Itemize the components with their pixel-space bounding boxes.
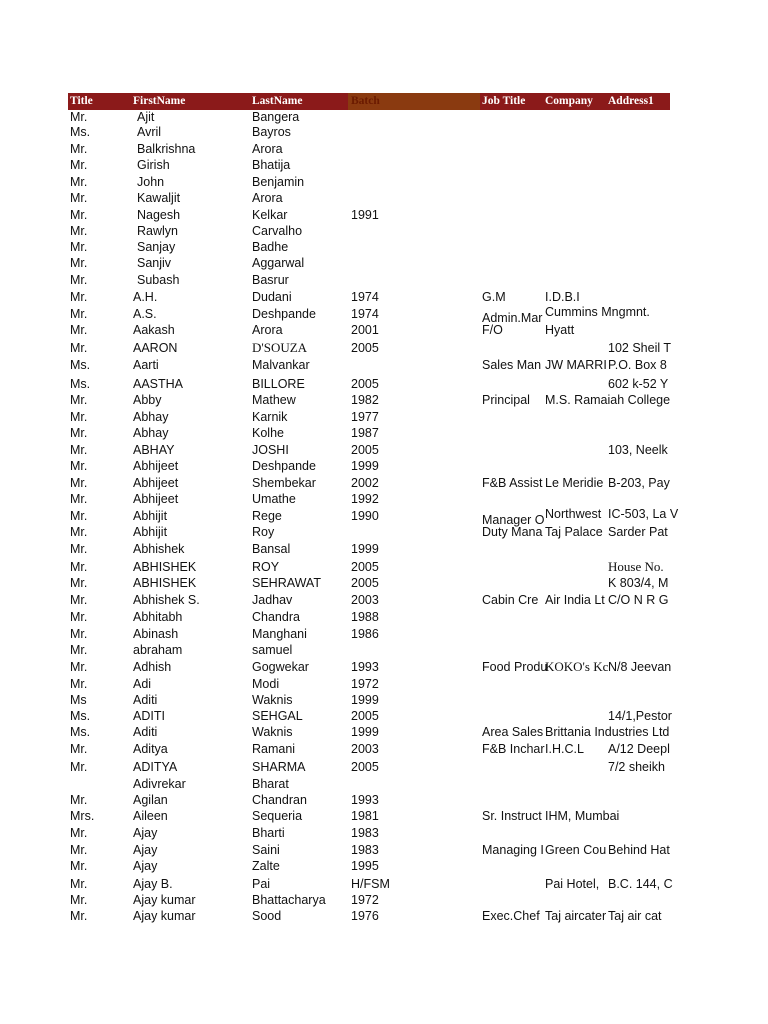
cell-last[interactable]: Bayros bbox=[252, 125, 291, 139]
table-row[interactable] bbox=[0, 491, 768, 507]
cell-address[interactable]: 103, Neelk bbox=[608, 443, 668, 457]
cell-first[interactable]: Ajay bbox=[133, 843, 158, 857]
header-job-title[interactable]: Job Title bbox=[482, 95, 526, 107]
table-row[interactable] bbox=[0, 892, 768, 908]
cell-job[interactable]: Duty Mana bbox=[482, 525, 543, 539]
cell-title[interactable]: Mr. bbox=[70, 426, 88, 440]
cell-first[interactable]: John bbox=[137, 175, 165, 189]
cell-address[interactable]: N/8 Jeevan bbox=[608, 660, 672, 674]
cell-last[interactable]: Ramani bbox=[252, 742, 296, 756]
cell-company[interactable]: Green Cou bbox=[545, 843, 607, 857]
cell-company[interactable]: Taj Palace bbox=[545, 525, 603, 539]
table-row[interactable] bbox=[0, 792, 768, 808]
cell-company[interactable]: M.S. Ramaiah College bbox=[545, 393, 671, 407]
cell-last[interactable]: Arora bbox=[252, 142, 283, 156]
cell-title[interactable]: Mr. bbox=[70, 760, 88, 774]
cell-title[interactable]: Ms. bbox=[70, 725, 91, 739]
table-row[interactable] bbox=[0, 626, 768, 642]
table-row[interactable] bbox=[0, 908, 768, 924]
table-row[interactable] bbox=[0, 559, 768, 575]
cell-last[interactable]: Sood bbox=[252, 909, 282, 923]
cell-job[interactable]: Food Produ bbox=[482, 660, 548, 674]
cell-job[interactable]: F&B Inchar bbox=[482, 742, 545, 756]
cell-first[interactable]: Abhishek S. bbox=[133, 593, 200, 607]
cell-batch[interactable]: 1999 bbox=[351, 693, 379, 707]
cell-company[interactable]: Cummins Mngmnt. bbox=[545, 305, 650, 319]
cell-last[interactable]: Badhe bbox=[252, 240, 289, 254]
cell-title[interactable]: Mr. bbox=[70, 410, 88, 424]
header-title[interactable]: Title bbox=[70, 95, 93, 107]
cell-first[interactable]: Aditi bbox=[133, 725, 158, 739]
cell-address[interactable]: 14/1,Pestor bbox=[608, 709, 672, 723]
cell-last[interactable]: Chandra bbox=[252, 610, 300, 624]
header-address1[interactable]: Address1 bbox=[608, 95, 654, 107]
cell-first[interactable]: Abhitabh bbox=[133, 610, 183, 624]
cell-last[interactable]: Deshpande bbox=[252, 307, 316, 321]
cell-first[interactable]: Abhijeet bbox=[133, 459, 179, 473]
cell-last[interactable]: Umathe bbox=[252, 492, 296, 506]
cell-title[interactable]: Ms. bbox=[70, 358, 91, 372]
cell-last[interactable]: Waknis bbox=[252, 725, 293, 739]
cell-batch[interactable]: 1988 bbox=[351, 610, 379, 624]
cell-first[interactable]: Ajay kumar bbox=[133, 909, 196, 923]
table-row[interactable] bbox=[0, 507, 768, 527]
table-row[interactable] bbox=[0, 475, 768, 491]
cell-title[interactable]: Mr. bbox=[70, 273, 88, 287]
cell-company[interactable]: Northwest bbox=[545, 507, 602, 521]
cell-title[interactable]: Mr. bbox=[70, 256, 88, 270]
cell-first[interactable]: Aditi bbox=[133, 693, 158, 707]
cell-batch[interactable]: 1986 bbox=[351, 627, 379, 641]
table-row[interactable] bbox=[0, 124, 768, 140]
cell-first[interactable]: A.H. bbox=[133, 290, 158, 304]
cell-batch[interactable]: 1999 bbox=[351, 542, 379, 556]
cell-job[interactable]: Cabin Cre bbox=[482, 593, 539, 607]
cell-batch[interactable]: 1991 bbox=[351, 208, 379, 222]
cell-last[interactable]: Aggarwal bbox=[252, 256, 305, 270]
cell-first[interactable]: Nagesh bbox=[137, 208, 181, 222]
cell-first[interactable]: Kawaljit bbox=[137, 191, 181, 205]
cell-last[interactable]: Basrur bbox=[252, 273, 289, 287]
cell-batch[interactable]: 2005 bbox=[351, 560, 379, 574]
header-firstname[interactable]: FirstName bbox=[133, 95, 186, 107]
cell-batch[interactable]: 1977 bbox=[351, 410, 379, 424]
cell-title[interactable]: Mr. bbox=[70, 509, 88, 523]
cell-batch[interactable]: 2005 bbox=[351, 576, 379, 590]
cell-title[interactable]: Mr. bbox=[70, 307, 88, 321]
cell-title[interactable]: Mr. bbox=[70, 677, 88, 691]
cell-first[interactable]: Abhishek bbox=[133, 542, 185, 556]
cell-batch[interactable]: 1972 bbox=[351, 677, 379, 691]
cell-job[interactable]: Exec.Chef bbox=[482, 909, 540, 923]
cell-title[interactable]: Mr. bbox=[70, 859, 88, 873]
cell-company[interactable]: JW MARRI bbox=[545, 358, 607, 372]
cell-first[interactable]: Abhijeet bbox=[133, 492, 179, 506]
cell-last[interactable]: SHARMA bbox=[252, 760, 306, 774]
cell-last[interactable]: Mathew bbox=[252, 393, 296, 407]
cell-last[interactable]: Chandran bbox=[252, 793, 307, 807]
cell-job[interactable]: G.M bbox=[482, 290, 506, 304]
table-row[interactable] bbox=[0, 340, 768, 356]
cell-job[interactable]: Area Sales bbox=[482, 725, 544, 739]
cell-title[interactable]: Mr. bbox=[70, 459, 88, 473]
cell-address[interactable]: K 803/4, M bbox=[608, 576, 669, 590]
table-row[interactable] bbox=[0, 157, 768, 173]
table-row[interactable] bbox=[0, 239, 768, 255]
cell-address[interactable]: 602 k-52 Y bbox=[608, 377, 669, 391]
cell-batch[interactable]: 1974 bbox=[351, 290, 379, 304]
cell-address[interactable]: 7/2 sheikh bbox=[608, 760, 665, 774]
cell-title[interactable]: Mr. bbox=[70, 593, 88, 607]
table-row[interactable] bbox=[0, 776, 768, 792]
table-row[interactable] bbox=[0, 141, 768, 157]
cell-job[interactable]: F/O bbox=[482, 323, 503, 337]
cell-company[interactable]: KOKO's Kc bbox=[545, 659, 609, 674]
cell-address[interactable]: Behind Hat bbox=[608, 843, 670, 857]
cell-last[interactable]: D'SOUZA bbox=[252, 340, 308, 355]
cell-batch[interactable]: 1993 bbox=[351, 793, 379, 807]
table-row[interactable] bbox=[0, 376, 768, 392]
cell-last[interactable]: Benjamin bbox=[252, 175, 305, 189]
cell-company[interactable]: I.D.B.I bbox=[545, 290, 580, 304]
table-row[interactable] bbox=[0, 207, 768, 223]
cell-first[interactable]: Subash bbox=[137, 273, 180, 287]
cell-last[interactable]: Carvalho bbox=[252, 224, 303, 238]
cell-last[interactable]: Malvankar bbox=[252, 358, 310, 372]
cell-first[interactable]: Avril bbox=[137, 125, 162, 139]
cell-batch[interactable]: 2005 bbox=[351, 709, 379, 723]
cell-batch[interactable]: 2005 bbox=[351, 377, 379, 391]
cell-title[interactable]: Mr. bbox=[70, 877, 88, 891]
cell-last[interactable]: Karnik bbox=[252, 410, 288, 424]
cell-job[interactable]: Principal bbox=[482, 393, 530, 407]
table-row[interactable] bbox=[0, 322, 768, 338]
cell-first[interactable]: AASTHA bbox=[133, 377, 184, 391]
cell-title[interactable]: Ms. bbox=[70, 709, 91, 723]
cell-last[interactable]: Rege bbox=[252, 509, 282, 523]
table-row[interactable] bbox=[0, 109, 768, 125]
cell-last[interactable]: Saini bbox=[252, 843, 280, 857]
table-row[interactable] bbox=[0, 524, 768, 540]
cell-title[interactable]: Mr. bbox=[70, 443, 88, 457]
table-row[interactable] bbox=[0, 541, 768, 557]
cell-company[interactable]: I.H.C.L bbox=[545, 742, 584, 756]
table-row[interactable] bbox=[0, 425, 768, 441]
header-company[interactable]: Company bbox=[545, 95, 593, 107]
cell-title[interactable]: Mr. bbox=[70, 110, 88, 124]
cell-batch[interactable]: 2002 bbox=[351, 476, 379, 490]
cell-company[interactable]: Brittania Industries Ltd bbox=[545, 725, 670, 739]
cell-title[interactable]: Mr. bbox=[70, 240, 88, 254]
cell-batch[interactable]: 1995 bbox=[351, 859, 379, 873]
cell-title[interactable]: Mr. bbox=[70, 610, 88, 624]
cell-last[interactable]: Manghani bbox=[252, 627, 307, 641]
table-row[interactable] bbox=[0, 223, 768, 239]
cell-last[interactable]: Bangera bbox=[252, 110, 300, 124]
cell-address[interactable]: P.O. Box 8 bbox=[608, 358, 667, 372]
cell-title[interactable]: Mr. bbox=[70, 576, 88, 590]
cell-last[interactable]: samuel bbox=[252, 643, 293, 657]
cell-last[interactable]: JOSHI bbox=[252, 443, 289, 457]
cell-job[interactable]: Admin.Mar bbox=[482, 311, 543, 325]
cell-batch[interactable]: 2005 bbox=[351, 760, 379, 774]
table-row[interactable] bbox=[0, 808, 768, 824]
header-batch[interactable]: Batch bbox=[351, 95, 380, 107]
cell-title[interactable]: Mr. bbox=[70, 191, 88, 205]
cell-batch[interactable]: 1976 bbox=[351, 909, 379, 923]
table-row[interactable] bbox=[0, 289, 768, 305]
cell-batch[interactable]: 1983 bbox=[351, 826, 379, 840]
table-row[interactable] bbox=[0, 255, 768, 271]
cell-company[interactable]: IHM, Mumbai bbox=[545, 809, 620, 823]
cell-last[interactable]: Arora bbox=[252, 191, 283, 205]
header-lastname[interactable]: LastName bbox=[252, 95, 303, 107]
table-row[interactable] bbox=[0, 676, 768, 692]
cell-batch[interactable]: 2005 bbox=[351, 443, 379, 457]
table-row[interactable] bbox=[0, 190, 768, 206]
cell-address[interactable]: B-203, Pay bbox=[608, 476, 670, 490]
cell-first[interactable]: Sanjiv bbox=[137, 256, 172, 270]
cell-first[interactable]: Abhijit bbox=[133, 509, 168, 523]
cell-last[interactable]: Bharti bbox=[252, 826, 285, 840]
cell-job[interactable]: F&B Assist bbox=[482, 476, 543, 490]
cell-last[interactable]: Gogwekar bbox=[252, 660, 309, 674]
cell-title[interactable]: Mr. bbox=[70, 793, 88, 807]
cell-first[interactable]: Abinash bbox=[133, 627, 179, 641]
cell-batch[interactable]: 1999 bbox=[351, 725, 379, 739]
cell-last[interactable]: Sequeria bbox=[252, 809, 303, 823]
cell-first[interactable]: Abhijit bbox=[133, 525, 168, 539]
cell-company[interactable]: Pai Hotel, bbox=[545, 877, 600, 891]
table-row[interactable] bbox=[0, 305, 768, 325]
cell-last[interactable]: Jadhav bbox=[252, 593, 293, 607]
cell-last[interactable]: Bhattacharya bbox=[252, 893, 326, 907]
table-row[interactable] bbox=[0, 659, 768, 675]
cell-job[interactable]: Sr. Instruct bbox=[482, 809, 542, 823]
cell-first[interactable]: Abby bbox=[133, 393, 162, 407]
table-row[interactable] bbox=[0, 842, 768, 858]
table-row[interactable] bbox=[0, 392, 768, 408]
cell-title[interactable]: Mr. bbox=[70, 893, 88, 907]
cell-title[interactable]: Mr. bbox=[70, 826, 88, 840]
cell-title[interactable]: Mr. bbox=[70, 627, 88, 641]
cell-last[interactable]: Kolhe bbox=[252, 426, 284, 440]
cell-batch[interactable]: 1999 bbox=[351, 459, 379, 473]
cell-title[interactable]: Mr. bbox=[70, 643, 88, 657]
cell-last[interactable]: Deshpande bbox=[252, 459, 316, 473]
table-row[interactable] bbox=[0, 609, 768, 625]
cell-last[interactable]: Bhatija bbox=[252, 158, 291, 172]
cell-first[interactable]: Aarti bbox=[133, 358, 159, 372]
cell-batch[interactable]: H/FSM bbox=[351, 877, 390, 891]
cell-title[interactable]: Ms. bbox=[70, 377, 91, 391]
cell-title[interactable]: Mrs. bbox=[70, 809, 95, 823]
cell-last[interactable]: SEHGAL bbox=[252, 709, 303, 723]
cell-first[interactable]: Rawlyn bbox=[137, 224, 178, 238]
cell-first[interactable]: Girish bbox=[137, 158, 170, 172]
cell-batch[interactable]: 2003 bbox=[351, 593, 379, 607]
cell-batch[interactable]: 1992 bbox=[351, 492, 379, 506]
cell-first[interactable]: Ajay bbox=[133, 859, 158, 873]
cell-title[interactable]: Mr. bbox=[70, 224, 88, 238]
cell-batch[interactable]: 1993 bbox=[351, 660, 379, 674]
cell-first[interactable]: Sanjay bbox=[137, 240, 176, 254]
cell-title[interactable]: Mr. bbox=[70, 476, 88, 490]
cell-last[interactable]: Bansal bbox=[252, 542, 291, 556]
cell-title[interactable]: Mr. bbox=[70, 525, 88, 539]
cell-first[interactable]: Ajay kumar bbox=[133, 893, 196, 907]
cell-address[interactable]: 102 Sheil T bbox=[608, 341, 672, 355]
cell-first[interactable]: Ajay B. bbox=[133, 877, 173, 891]
cell-title[interactable]: Ms bbox=[70, 693, 87, 707]
cell-first[interactable]: Balkrishna bbox=[137, 142, 196, 156]
cell-first[interactable]: ABHISHEK bbox=[133, 560, 197, 574]
table-row[interactable] bbox=[0, 759, 768, 775]
cell-last[interactable]: ROY bbox=[252, 560, 280, 574]
cell-last[interactable]: SEHRAWAT bbox=[252, 576, 321, 590]
cell-title[interactable]: Mr. bbox=[70, 909, 88, 923]
cell-first[interactable]: ABHISHEK bbox=[133, 576, 197, 590]
cell-company[interactable]: Air India Lt bbox=[545, 593, 605, 607]
cell-title[interactable]: Mr. bbox=[70, 142, 88, 156]
table-row[interactable] bbox=[0, 442, 768, 458]
cell-batch[interactable]: 2005 bbox=[351, 341, 379, 355]
cell-title[interactable]: Mr. bbox=[70, 843, 88, 857]
cell-title[interactable]: Mr. bbox=[70, 158, 88, 172]
cell-title[interactable]: Mr. bbox=[70, 560, 88, 574]
cell-last[interactable]: Bharat bbox=[252, 777, 289, 791]
cell-last[interactable]: Roy bbox=[252, 525, 275, 539]
cell-title[interactable]: Ms. bbox=[70, 125, 91, 139]
cell-title[interactable]: Mr. bbox=[70, 492, 88, 506]
cell-first[interactable]: AARON bbox=[133, 341, 178, 355]
cell-title[interactable]: Mr. bbox=[70, 393, 88, 407]
cell-job[interactable]: Manager O bbox=[482, 513, 545, 527]
cell-last[interactable]: Arora bbox=[252, 323, 283, 337]
cell-first[interactable]: Aakash bbox=[133, 323, 175, 337]
cell-first[interactable]: A.S. bbox=[133, 307, 157, 321]
cell-last[interactable]: Shembekar bbox=[252, 476, 316, 490]
cell-job[interactable]: Managing I bbox=[482, 843, 544, 857]
cell-batch[interactable]: 1982 bbox=[351, 393, 379, 407]
cell-batch[interactable]: 1981 bbox=[351, 809, 379, 823]
table-row[interactable] bbox=[0, 174, 768, 190]
cell-batch[interactable]: 1990 bbox=[351, 509, 379, 523]
cell-first[interactable]: Abhay bbox=[133, 410, 169, 424]
cell-first[interactable]: Ajit bbox=[137, 110, 155, 124]
table-row[interactable] bbox=[0, 575, 768, 591]
cell-address[interactable]: Sarder Pat bbox=[608, 525, 668, 539]
cell-last[interactable]: Pai bbox=[252, 877, 271, 891]
cell-title[interactable]: Mr. bbox=[70, 660, 88, 674]
table-row[interactable] bbox=[0, 642, 768, 658]
cell-address[interactable]: Taj air cat bbox=[608, 909, 662, 923]
table-row[interactable] bbox=[0, 692, 768, 708]
cell-first[interactable]: abraham bbox=[133, 643, 183, 657]
table-row[interactable] bbox=[0, 409, 768, 425]
cell-last[interactable]: Zalte bbox=[252, 859, 280, 873]
cell-first[interactable]: Adi bbox=[133, 677, 152, 691]
table-row[interactable] bbox=[0, 357, 768, 373]
cell-job[interactable]: Sales Man bbox=[482, 358, 542, 372]
cell-address[interactable]: IC-503, La V bbox=[608, 507, 679, 521]
cell-last[interactable]: Kelkar bbox=[252, 208, 288, 222]
cell-address[interactable]: House No. bbox=[608, 559, 664, 574]
cell-first[interactable]: Abhijeet bbox=[133, 476, 179, 490]
cell-company[interactable]: Taj aircater bbox=[545, 909, 607, 923]
table-row[interactable] bbox=[0, 825, 768, 841]
cell-address[interactable]: B.C. 144, C bbox=[608, 877, 673, 891]
cell-batch[interactable]: 1983 bbox=[351, 843, 379, 857]
cell-first[interactable]: Aditya bbox=[133, 742, 168, 756]
table-row[interactable] bbox=[0, 876, 768, 892]
cell-first[interactable]: Adhish bbox=[133, 660, 172, 674]
cell-title[interactable]: Mr. bbox=[70, 742, 88, 756]
cell-last[interactable]: Dudani bbox=[252, 290, 292, 304]
cell-batch[interactable]: 1987 bbox=[351, 426, 379, 440]
table-row[interactable] bbox=[0, 592, 768, 608]
cell-batch[interactable]: 1974 bbox=[351, 307, 379, 321]
cell-title[interactable]: Mr. bbox=[70, 175, 88, 189]
cell-first[interactable]: ADITYA bbox=[133, 760, 178, 774]
cell-first[interactable]: Ajay bbox=[133, 826, 158, 840]
cell-first[interactable]: ABHAY bbox=[133, 443, 175, 457]
table-row[interactable] bbox=[0, 724, 768, 740]
cell-address[interactable]: A/12 Deepl bbox=[608, 742, 670, 756]
cell-title[interactable]: Mr. bbox=[70, 208, 88, 222]
cell-title[interactable]: Mr. bbox=[70, 290, 88, 304]
cell-first[interactable]: Adivrekar bbox=[133, 777, 186, 791]
cell-address[interactable]: C/O N R G bbox=[608, 593, 669, 607]
cell-company[interactable]: Le Meridie bbox=[545, 476, 604, 490]
cell-first[interactable]: ADITI bbox=[133, 709, 165, 723]
cell-first[interactable]: Agilan bbox=[133, 793, 168, 807]
cell-last[interactable]: BILLORE bbox=[252, 377, 305, 391]
cell-last[interactable]: Waknis bbox=[252, 693, 293, 707]
cell-batch[interactable]: 2003 bbox=[351, 742, 379, 756]
cell-title[interactable]: Mr. bbox=[70, 542, 88, 556]
table-row[interactable] bbox=[0, 858, 768, 874]
table-row[interactable] bbox=[0, 741, 768, 757]
table-row[interactable] bbox=[0, 272, 768, 288]
cell-batch[interactable]: 1972 bbox=[351, 893, 379, 907]
table-row[interactable] bbox=[0, 708, 768, 724]
cell-first[interactable]: Abhay bbox=[133, 426, 169, 440]
cell-title[interactable]: Mr. bbox=[70, 323, 88, 337]
table-row[interactable] bbox=[0, 458, 768, 474]
cell-title[interactable]: Mr. bbox=[70, 341, 88, 355]
cell-first[interactable]: Aileen bbox=[133, 809, 168, 823]
cell-company[interactable]: Hyatt bbox=[545, 323, 575, 337]
cell-last[interactable]: Modi bbox=[252, 677, 280, 691]
cell-batch[interactable]: 2001 bbox=[351, 323, 379, 337]
